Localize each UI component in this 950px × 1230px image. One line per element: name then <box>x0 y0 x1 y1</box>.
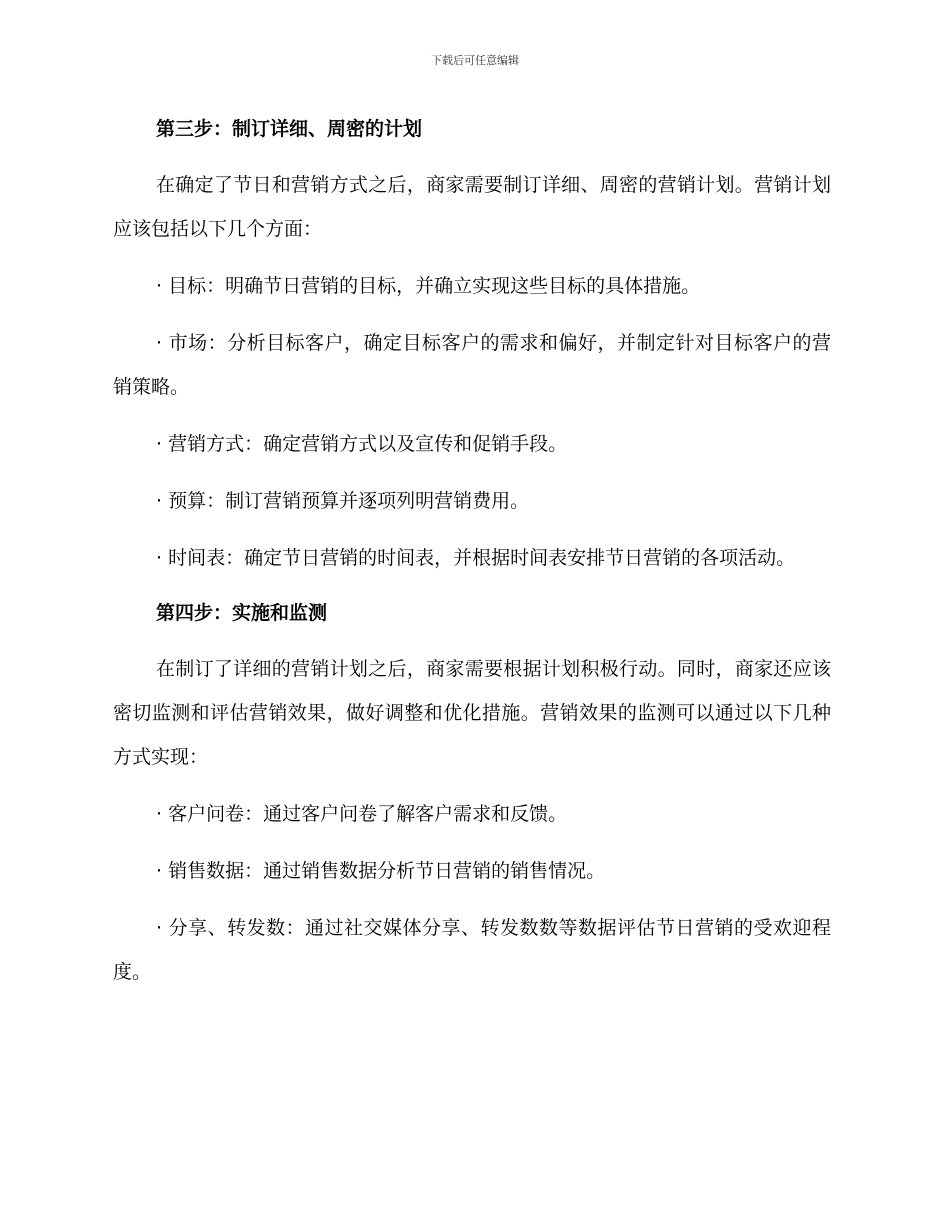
bullet-timeline: · 时间表：确定节日营销的时间表，并根据时间表安排节日营销的各项活动。 <box>156 547 796 569</box>
section-intro-step-4: 在制订了详细的营销计划之后，商家需要根据计划积极行动。同时，商家还应该密切监测和评估营销效果，做好调整和优化措施。营销效果的监测可以通过以下几种方式实现： <box>113 658 831 768</box>
section-heading-step-3: 第三步：制订详细、周密的计划 <box>156 118 423 140</box>
bullet-market: · 市场：分析目标客户，确定目标客户的需求和偏好，并制定针对目标客户的营销策略。 <box>113 332 831 398</box>
bullet-sales-data: · 销售数据：通过销售数据分析节日营销的销售情况。 <box>156 860 606 882</box>
document-body <box>113 108 831 994</box>
section-heading-step-4: 第四步：实施和监测 <box>156 602 328 624</box>
bullet-goal: · 目标：明确节日营销的目标，并确立实现这些目标的具体措施。 <box>156 275 701 297</box>
bullet-customer-survey: · 客户问卷：通过客户问卷了解客户需求和反馈。 <box>156 803 568 825</box>
bullet-budget: · 预算：制订营销预算并逐项列明营销费用。 <box>156 490 530 512</box>
section-intro-step-3: 在确定了节日和营销方式之后，商家需要制订详细、周密的营销计划。营销计划应该包括以下几个方面： <box>113 174 831 240</box>
page-header: 下载后可任意编辑 <box>431 54 519 67</box>
bullet-marketing-method: · 营销方式：确定营销方式以及宣传和促销手段。 <box>156 433 568 455</box>
bullet-shares-reposts: · 分享、转发数：通过社交媒体分享、转发数数等数据评估节日营销的受欢迎程度。 <box>113 917 831 983</box>
